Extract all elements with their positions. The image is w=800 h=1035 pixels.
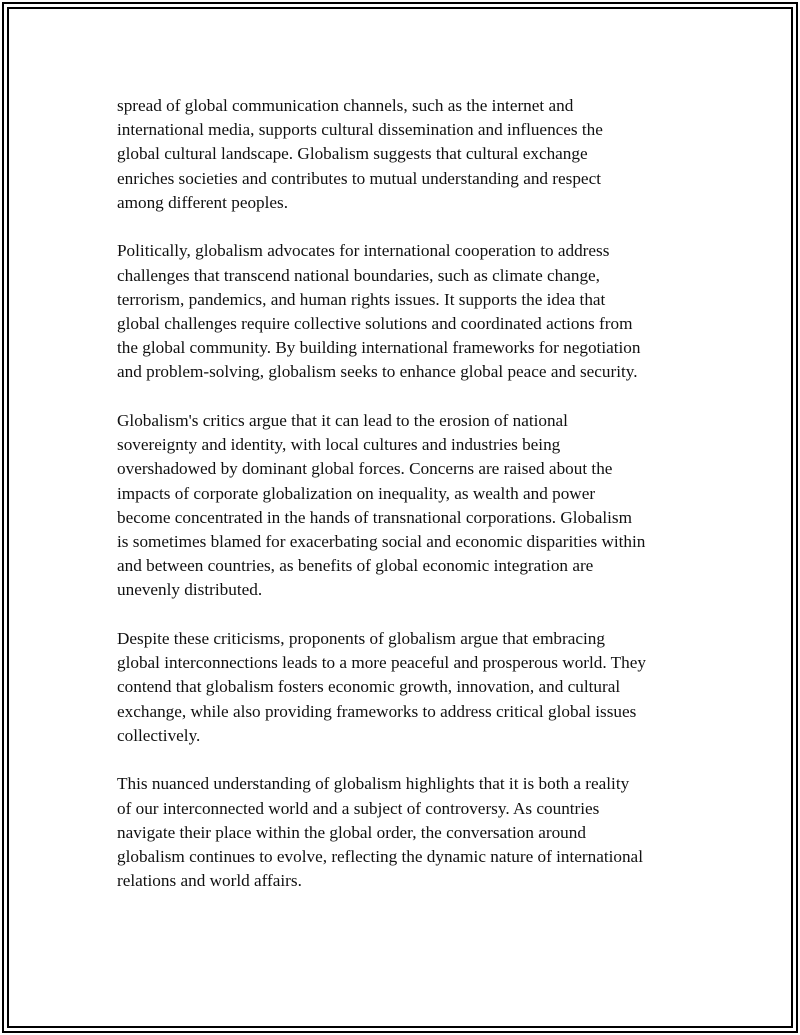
paragraph-cultural-dissemination: spread of global communication channels, such as the internet and international media, supports cultural dissemination and influences the global cultural landscape. Globalism suggests that cultural exchange enriches societies and contributes to mutual understanding and respect among different peoples. (117, 96, 603, 212)
paragraph-critics: Globalism's critics argue that it can lead to the erosion of national sovereignty and identity, with local cultures and industries being overshadowed by dominant global forces. Concerns are raised about the impacts of corporate globalization on inequality, as wealth and power become concentrated in the hands of transnational corporations. Globalism is sometimes blamed for exacerbating social and economic disparities within and between countries, as benefits of global economic integration are unevenly distributed. (117, 411, 646, 600)
paragraph-conclusion: This nuanced understanding of globalism highlights that it is both a reality of our interconnected world and a subject of controversy. As countries navigate their place within the global order, the conversation around globalism continues to evolve, reflecting the dynamic nature of international relations and world affairs. (117, 774, 643, 891)
paragraph-political-cooperation: Politically, globalism advocates for international cooperation to address challenges that transcend national boundaries, such as climate change, terrorism, pandemics, and human rights issues. It supports the idea that global challenges require collective solutions and coordinated actions from the global community. By building international frameworks for negotiation and problem-solving, globalism seeks to enhance global peace and security. (117, 241, 641, 382)
document-body (117, 94, 687, 918)
paragraph-proponents: Despite these criticisms, proponents of globalism argue that embracing global interconnections leads to a more peaceful and prosperous world. They contend that globalism fosters economic growth, innovation, and cultural exchange, while also providing frameworks to address critical global issues collectively. (117, 629, 646, 745)
